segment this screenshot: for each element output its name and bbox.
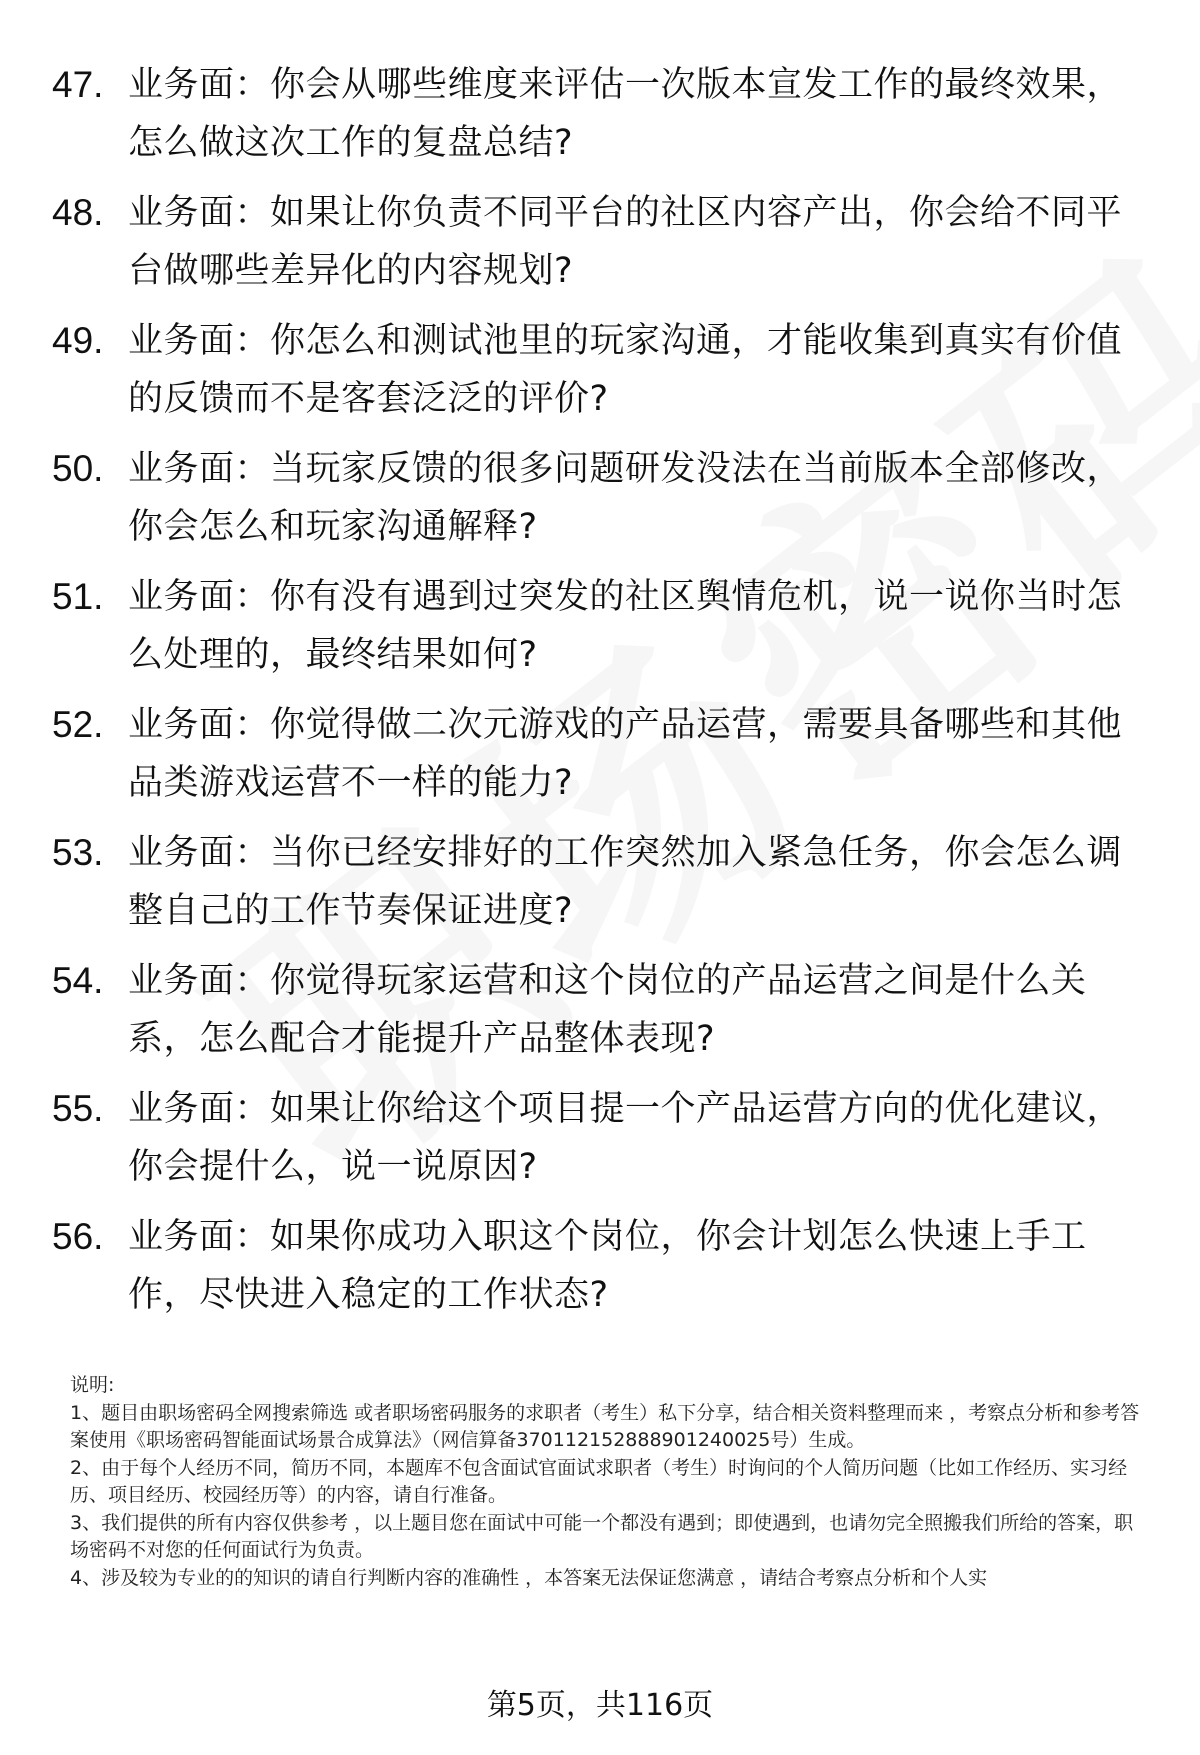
question-text: 业务面：当你已经安排好的工作突然加入紧急任务，你会怎么调整自己的工作节奏保证进度?: [128, 833, 1123, 931]
note-item: 3、我们提供的所有内容仅供参考 ，以上题目您在面试中可能一个都没有遇到；即使遇到，也请勿完全照搬我们所给的答案，职场密码不对您的任何面试行为负责。: [70, 1511, 1134, 1561]
question-text: 业务面：如果让你给这个项目提一个产品运营方向的优化建议，你会提什么，说一说原因?: [128, 1089, 1123, 1187]
question-text: 业务面：当玩家反馈的很多问题研发没法在当前版本全部修改，你会怎么和玩家沟通解释?: [128, 449, 1123, 547]
question-number: 47.: [52, 64, 104, 105]
question-text: 业务面：如果你成功入职这个岗位，你会计划怎么快速上手工作，尽快进入稳定的工作状态?: [128, 1217, 1087, 1315]
question-number: 55.: [52, 1088, 104, 1129]
question-item: [0, 696, 1200, 824]
question-item: [0, 568, 1200, 696]
question-text: 业务面：你觉得玩家运营和这个岗位的产品运营之间是什么关系，怎么配合才能提升产品整体表现?: [128, 961, 1087, 1059]
question-item: [0, 56, 1200, 184]
question-text: 业务面：你有没有遇到过突发的社区舆情危机，说一说你当时怎么处理的，最终结果如何?: [128, 577, 1123, 675]
question-number: 56.: [52, 1216, 104, 1257]
question-number: 50.: [52, 448, 104, 489]
question-text: 业务面：你会从哪些维度来评估一次版本宣发工作的最终效果，怎么做这次工作的复盘总结?: [128, 65, 1123, 163]
question-item: [0, 1208, 1200, 1336]
question-text: 业务面：你觉得做二次元游戏的产品运营，需要具备哪些和其他品类游戏运营不一样的能力?: [128, 705, 1123, 803]
question-list: [0, 56, 1200, 1336]
notes-heading: 说明:: [70, 1374, 115, 1396]
question-item: [0, 184, 1200, 312]
question-text: 业务面：你怎么和测试池里的玩家沟通，才能收集到真实有价值的反馈而不是客套泛泛的评价?: [128, 321, 1123, 419]
notes-section: [70, 1372, 1150, 1592]
note-item: 2、由于每个人经历不同，简历不同，本题库不包含面试官面试求职者（考生）时询问的个人简历问题（比如工作经历、实习经历、项目经历、校园经历等）的内容，请自行准备。: [70, 1456, 1128, 1506]
question-item: [0, 824, 1200, 952]
page-footer: 第5页，共116页: [486, 1688, 714, 1723]
question-number: 48.: [52, 192, 104, 233]
question-item: [0, 312, 1200, 440]
note-item: 1、题目由职场密码全网搜索筛选 或者职场密码服务的求职者（考生）私下分享，结合相关资料整理而来 ，考察点分析和参考答案使用《职场密码智能面试场景合成算法》（网信算备370112152888901240025号）生成。: [70, 1401, 1140, 1451]
question-number: 51.: [52, 576, 104, 617]
question-number: 52.: [52, 704, 104, 745]
note-item: 4、涉及较为专业的的知识的请自行判断内容的准确性 ，本答案无法保证您满意 ，请结合考察点分析和个人实: [70, 1566, 988, 1589]
question-text: 业务面：如果让你负责不同平台的社区内容产出，你会给不同平台做哪些差异化的内容规划?: [128, 193, 1123, 291]
question-number: 49.: [52, 320, 104, 361]
question-number: 54.: [52, 960, 104, 1001]
question-item: [0, 440, 1200, 568]
question-item: [0, 1080, 1200, 1208]
question-number: 53.: [52, 832, 104, 873]
question-item: [0, 952, 1200, 1080]
